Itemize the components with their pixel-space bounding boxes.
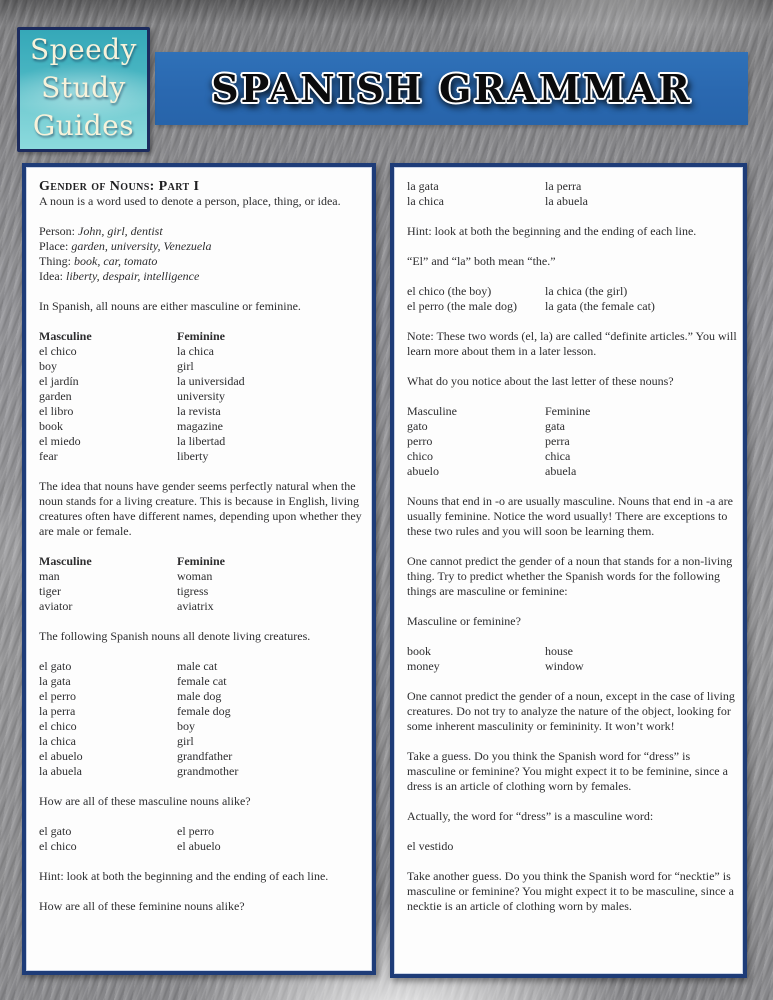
table-row — [39, 749, 366, 764]
table-cell: la chica — [39, 734, 76, 748]
definition-list — [39, 224, 366, 284]
paragraph: Take a guess. Do you think the Spanish word for “dress” is masculine or feminine? You might expect it to be feminine, since a dress is an article of clothing worn by females. — [407, 749, 728, 793]
table-row — [39, 569, 366, 584]
table-cell: money — [407, 659, 440, 673]
word-pair-table — [39, 554, 366, 614]
column-header: Feminine — [177, 554, 225, 568]
definition-value: John, girl, dentist — [78, 224, 163, 238]
table-cell: la abuela — [39, 764, 82, 778]
table-cell: girl — [177, 734, 194, 748]
left-text-panel — [22, 163, 376, 975]
table-cell: la chica (the girl) — [545, 284, 628, 298]
table-cell: tiger — [39, 584, 61, 598]
paragraph: A noun is a word used to denote a person, place, thing, or idea. — [39, 194, 341, 208]
table-cell: la gata (the female cat) — [545, 299, 655, 313]
table-cell: aviatrix — [177, 599, 214, 613]
paragraph: The following Spanish nouns all denote living creatures. — [39, 629, 311, 643]
paragraph: How are all of these feminine nouns alike? — [39, 899, 245, 913]
speedy-study-guides-logo — [17, 27, 150, 152]
table-cell: la gata — [39, 674, 71, 688]
table-cell: female cat — [177, 674, 227, 688]
table-cell: el perro — [177, 824, 214, 838]
table-cell: la revista — [177, 404, 221, 418]
table-cell: el gato — [39, 659, 72, 673]
table-row — [39, 719, 366, 734]
paragraph: Take another guess. Do you think the Spanish word for “necktie” is masculine or feminine? You might expect it to be masculine, since a necktie is an article of clothing worn by males. — [407, 869, 734, 913]
page-title: SPANISH GRAMMAR — [211, 66, 692, 111]
paragraph: Hint: look at both the beginning and the ending of each line. — [407, 224, 697, 238]
table-row — [39, 734, 366, 749]
paragraph: Note: These two words (el, la) are called “definite articles.” You will learn more about them in a later lesson. — [407, 329, 737, 358]
table-cell: el chico — [39, 344, 77, 358]
table-cell: la gata — [407, 179, 439, 193]
right-text-panel — [390, 163, 747, 978]
table-cell: la libertad — [177, 434, 226, 448]
table-cell: abuela — [545, 464, 577, 478]
table-row — [39, 404, 366, 419]
table-row — [39, 374, 366, 389]
paragraph: One cannot predict the gender of a noun that stands for a non-living thing. Try to predict whether the Spanish words for the following things are masculine or feminine: — [407, 554, 733, 598]
table-cell: male dog — [177, 689, 222, 703]
table-cell: gato — [407, 419, 428, 433]
table-row — [407, 194, 737, 209]
table-cell: man — [39, 569, 60, 583]
paragraph: How are all of these masculine nouns alike? — [39, 794, 251, 808]
word-pair-table — [407, 644, 737, 674]
table-row — [39, 704, 366, 719]
table-cell: house — [545, 644, 573, 658]
table-cell: university — [177, 389, 225, 403]
table-cell: la perra — [545, 179, 582, 193]
section-heading: Gender of Nouns: Part I — [39, 179, 200, 194]
definition-value: liberty, despair, intelligence — [65, 269, 200, 283]
table-cell: book — [39, 419, 63, 433]
word-pair-table — [39, 824, 366, 854]
table-cell: perra — [545, 434, 570, 448]
definition-row — [39, 269, 366, 284]
logo-line-2: Study — [41, 71, 126, 104]
table-cell: fear — [39, 449, 58, 463]
table-cell: aviator — [39, 599, 73, 613]
table-row — [407, 449, 737, 464]
table-cell: gata — [545, 419, 565, 433]
table-row — [39, 659, 366, 674]
word-pair-table — [407, 404, 737, 479]
table-row — [39, 584, 366, 599]
definition-row — [39, 254, 366, 269]
table-cell: el gato — [39, 824, 72, 838]
paragraph: What do you notice about the last letter of these nouns? — [407, 374, 674, 388]
table-cell: female dog — [177, 704, 231, 718]
table-row — [39, 449, 366, 464]
table-cell: la abuela — [545, 194, 588, 208]
table-row — [39, 839, 366, 854]
word-pair-table — [407, 284, 737, 314]
table-cell: el miedo — [39, 434, 81, 448]
logo-line-3: Guides — [32, 109, 135, 142]
table-row — [39, 599, 366, 614]
table-cell: male cat — [177, 659, 218, 673]
table-cell: el abuelo — [39, 749, 83, 763]
paragraph: In Spanish, all nouns are either masculine or feminine. — [39, 299, 301, 313]
table-row — [407, 404, 737, 419]
word-pair-table — [407, 179, 737, 209]
table-cell: el chico (the boy) — [407, 284, 492, 298]
right-panel-content — [407, 179, 737, 914]
column-header: Masculine — [39, 554, 92, 568]
logo-line-1: Speedy — [30, 33, 137, 66]
definition-label: Idea: — [39, 269, 66, 283]
definition-row — [39, 239, 366, 254]
column-header: Feminine — [545, 404, 591, 418]
table-header-row — [39, 329, 366, 344]
table-cell: perro — [407, 434, 433, 448]
title-banner — [155, 52, 748, 125]
word-pair-table — [39, 329, 366, 464]
definition-value: book, car, tomato — [74, 254, 158, 268]
table-row — [407, 419, 737, 434]
table-row — [39, 764, 366, 779]
table-cell: boy — [39, 359, 57, 373]
table-row — [39, 689, 366, 704]
word-pair-table — [39, 659, 366, 779]
paragraph: Masculine or feminine? — [407, 614, 521, 628]
definition-label: Thing: — [39, 254, 74, 268]
paragraph: Nouns that end in -o are usually masculine. Nouns that end in -a are usually feminine. Notice the word usually! There are exceptions to these two rules and you will soon be learning them. — [407, 494, 733, 538]
table-cell: magazine — [177, 419, 223, 433]
table-cell: la chica — [407, 194, 444, 208]
table-row — [407, 299, 737, 314]
paragraph: Hint: look at both the beginning and the ending of each line. — [39, 869, 329, 883]
table-row — [407, 464, 737, 479]
table-row — [407, 644, 737, 659]
table-cell: abuelo — [407, 464, 439, 478]
table-cell: woman — [177, 569, 213, 583]
table-cell: garden — [39, 389, 72, 403]
left-panel-content — [39, 194, 366, 914]
column-header: Feminine — [177, 329, 225, 343]
table-cell: el perro — [39, 689, 76, 703]
table-cell: la universidad — [177, 374, 245, 388]
table-row — [39, 419, 366, 434]
column-header: Masculine — [407, 404, 457, 418]
table-cell: chico — [407, 449, 433, 463]
table-row — [39, 359, 366, 374]
paragraph: Actually, the word for “dress” is a masculine word: — [407, 809, 654, 823]
table-cell: boy — [177, 719, 195, 733]
table-cell: el perro (the male dog) — [407, 299, 517, 313]
table-row — [407, 179, 737, 194]
table-cell: grandmother — [177, 764, 239, 778]
paragraph: el vestido — [407, 839, 454, 853]
table-cell: book — [407, 644, 431, 658]
table-cell: grandfather — [177, 749, 233, 763]
table-cell: window — [545, 659, 584, 673]
column-header: Masculine — [39, 329, 92, 343]
table-cell: el abuelo — [177, 839, 221, 853]
table-row — [407, 659, 737, 674]
table-cell: el chico — [39, 719, 77, 733]
table-row — [407, 284, 737, 299]
definition-label: Place: — [39, 239, 72, 253]
table-cell: la perra — [39, 704, 76, 718]
table-cell: el chico — [39, 839, 77, 853]
table-cell: chica — [545, 449, 571, 463]
table-cell: la chica — [177, 344, 214, 358]
table-row — [407, 434, 737, 449]
definition-row — [39, 224, 366, 239]
table-row — [39, 344, 366, 359]
table-row — [39, 434, 366, 449]
table-cell: el jardín — [39, 374, 79, 388]
table-row — [39, 674, 366, 689]
table-cell: girl — [177, 359, 194, 373]
paragraph: “El” and “la” both mean “the.” — [407, 254, 556, 268]
table-row — [39, 824, 366, 839]
definition-value: garden, university, Venezuela — [71, 239, 212, 253]
table-header-row — [39, 554, 366, 569]
table-cell: tigress — [177, 584, 209, 598]
paragraph: The idea that nouns have gender seems perfectly natural when the noun stands for a living creature. This is because in English, living creatures often have different names, depending upon whether they are male or female. — [39, 479, 362, 538]
table-cell: el libro — [39, 404, 74, 418]
table-cell: liberty — [177, 449, 209, 463]
table-row — [39, 389, 366, 404]
definition-label: Person: — [39, 224, 78, 238]
paragraph: One cannot predict the gender of a noun, except in the case of living creatures. Do not try to analyze the nature of the object, looking for some inherent masculinity or femininity. It won’t work! — [407, 689, 735, 733]
